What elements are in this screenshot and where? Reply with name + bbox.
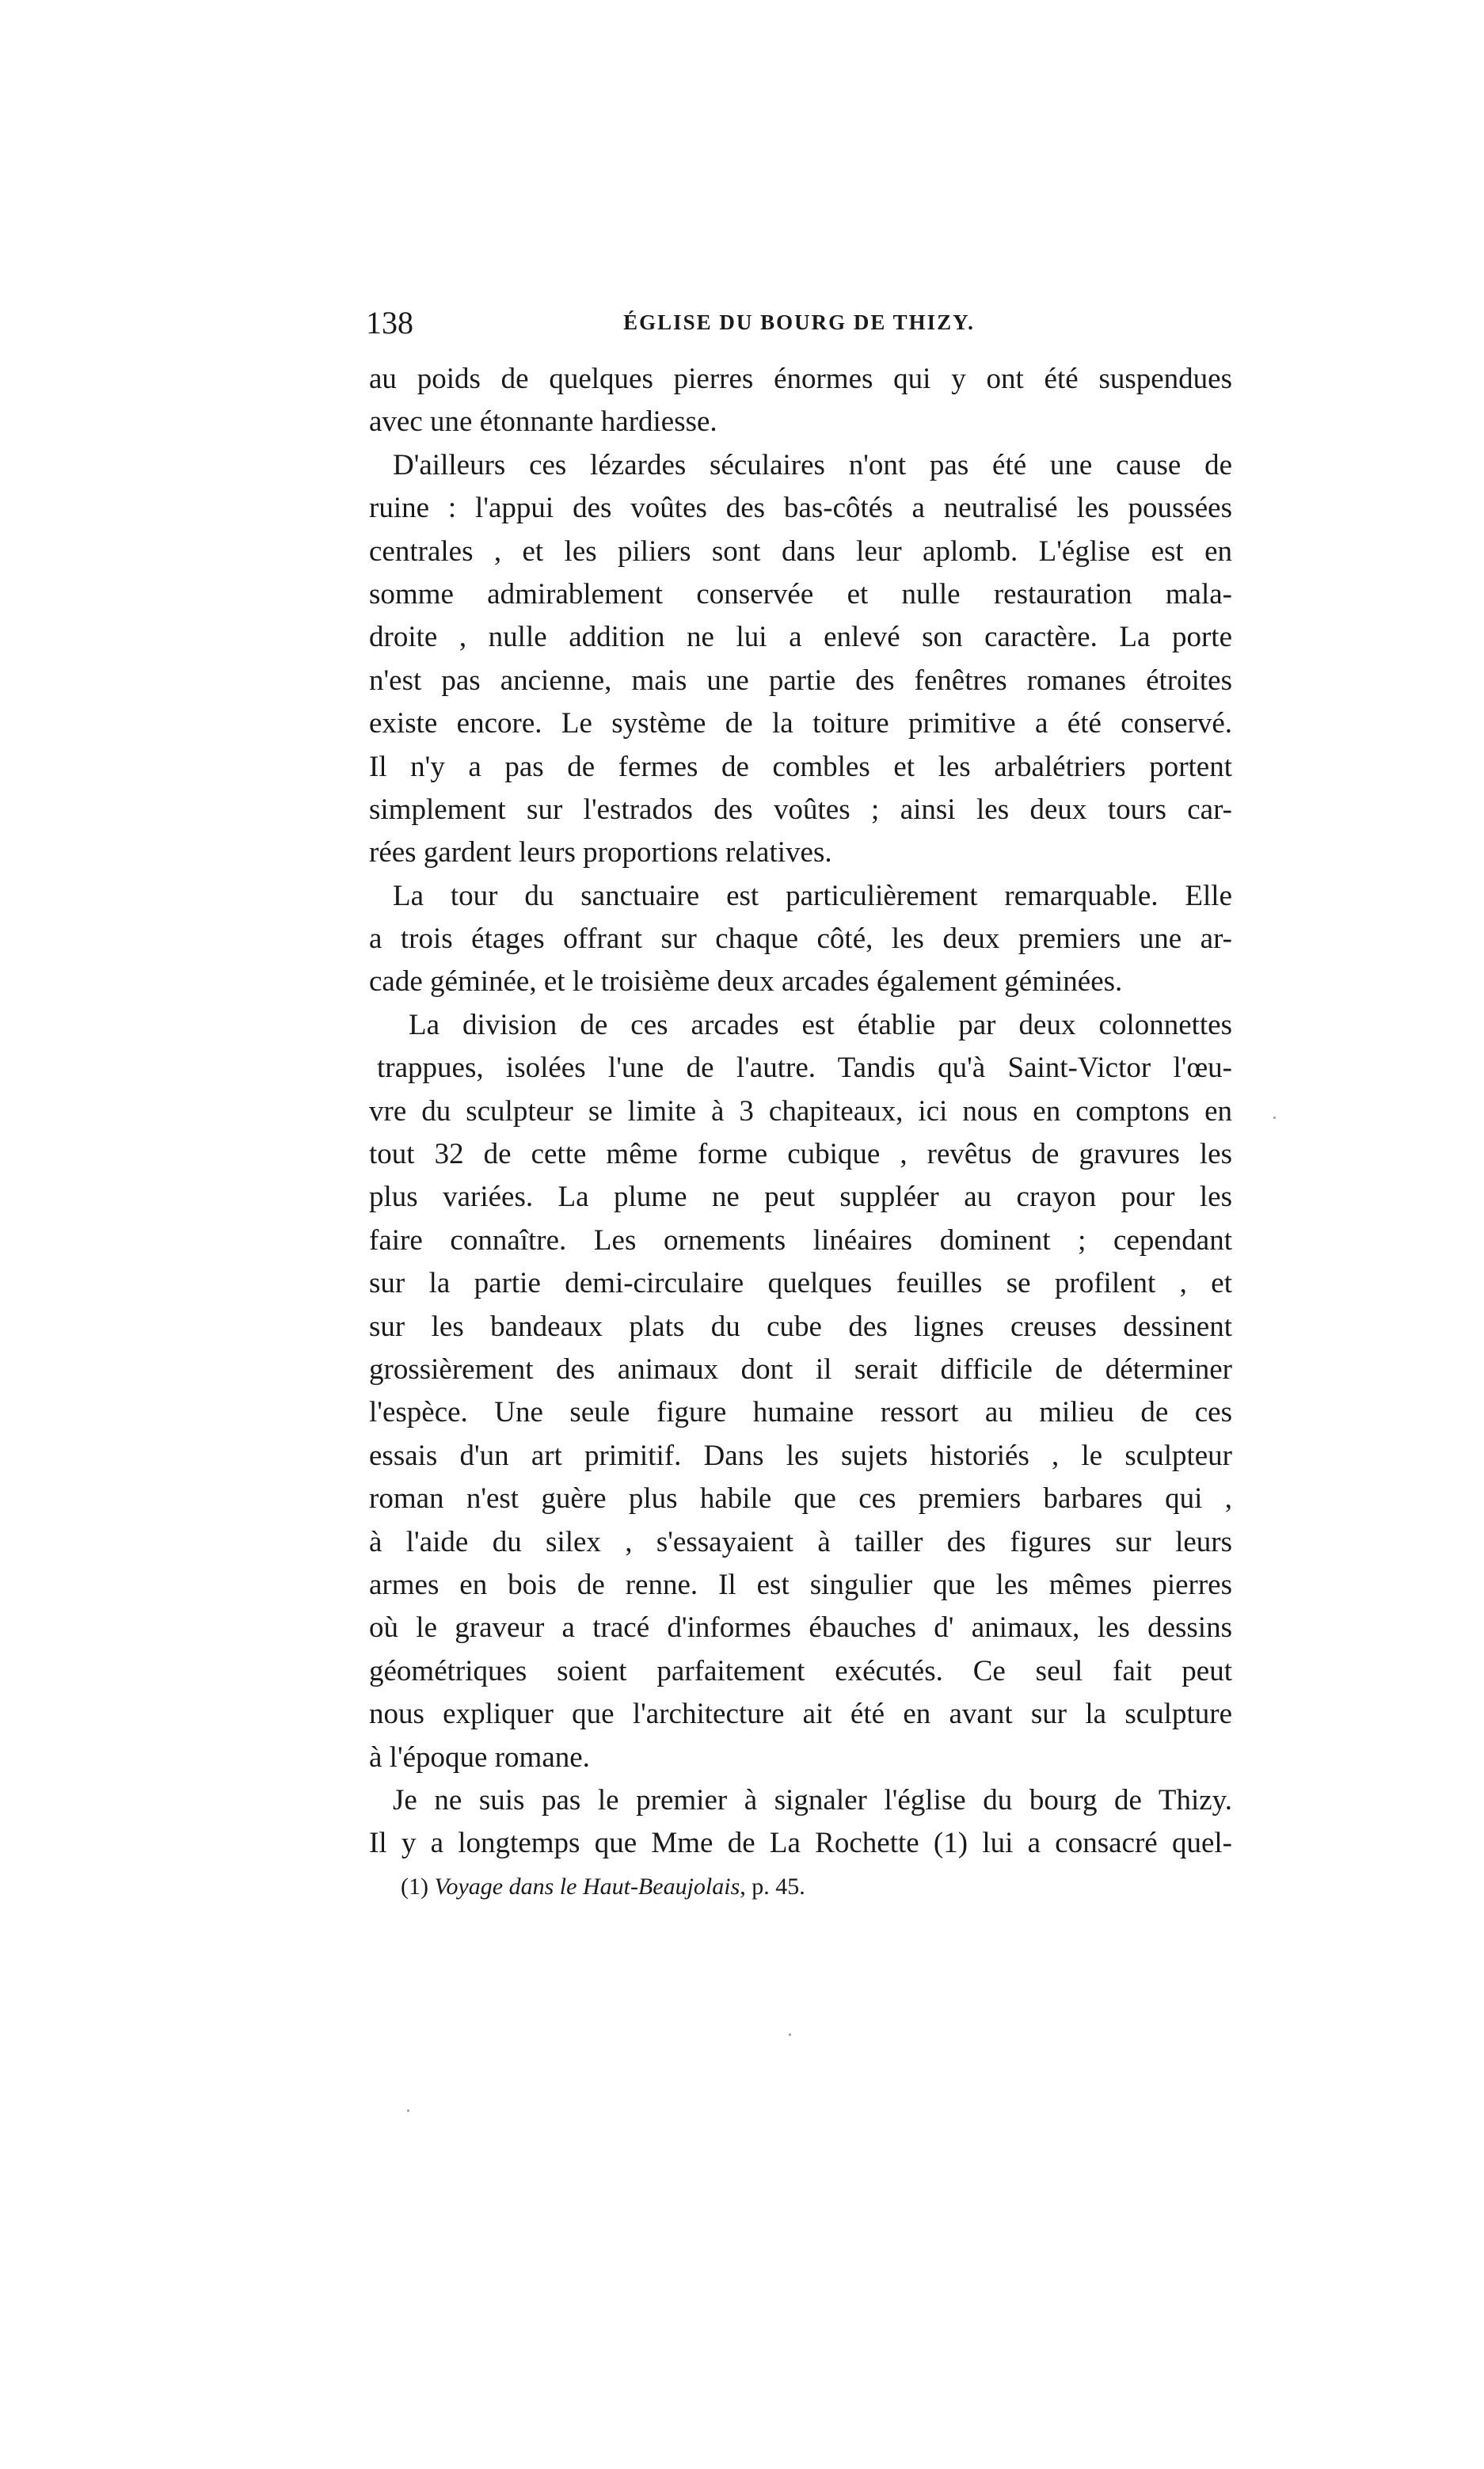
text-line: faire connaître. Les ornements linéaires dominent ; cependant (369, 1223, 1232, 1257)
text-line: D'ailleurs ces lézardes séculaires n'ont pas été une cause de (393, 448, 1232, 481)
text-line: sur la partie demi-circulaire quelques feuilles se profilent , et (369, 1267, 1232, 1300)
text-line: l'espèce. Une seule figure humaine ressort au milieu de ces (369, 1396, 1232, 1429)
text-line: n'est pas ancienne, mais une partie des fenêtres romanes étroites (369, 664, 1232, 697)
body-text (369, 358, 1232, 1866)
text-line: Il n'y a pas de fermes de combles et les arbalétriers portent (369, 750, 1232, 783)
text-line: existe encore. Le système de la toiture primitive a été conservé. (369, 707, 1232, 740)
text-line: trappues, isolées l'une de l'autre. Tandis qu'à Saint-Victor l'œu- (377, 1052, 1232, 1085)
text-line: somme admirablement conservée et nulle restauration mala- (369, 577, 1232, 611)
footnote-page: , p. 45. (740, 1874, 805, 1900)
text-line: rées gardent leurs proportions relatives. (369, 836, 832, 869)
speck (1273, 1117, 1276, 1119)
text-line: La division de ces arcades est établie par deux colonnettes (409, 1008, 1232, 1041)
text-line: vre du sculpteur se limite à 3 chapiteaux, ici nous en comptons en (369, 1094, 1232, 1128)
footnote-title: Voyage dans le Haut-Beaujolais (434, 1874, 740, 1900)
text-line: nous expliquer que l'architecture ait été en avant sur la sculpture (369, 1698, 1232, 1731)
page-number: 138 (366, 305, 413, 340)
running-title: ÉGLISE DU BOURG DE THIZY. (623, 310, 975, 334)
text-line: armes en bois de renne. Il est singulier que les mêmes pierres (369, 1568, 1232, 1601)
footnote (401, 1874, 805, 1900)
text-line: Je ne suis pas le premier à signaler l'église du bourg de Thizy. (393, 1783, 1232, 1817)
running-header (366, 304, 1232, 344)
text-line: géométriques soient parfaitement exécutés. Ce seul fait peut (369, 1654, 1232, 1687)
text-line: à l'époque romane. (369, 1740, 590, 1774)
text-line: à l'aide du silex , s'essayaient à tailler des figures sur leurs (369, 1525, 1232, 1558)
text-line: droite , nulle addition ne lui a enlevé son caractère. La porte (369, 621, 1232, 654)
speck (407, 2109, 409, 2112)
text-line: avec une étonnante hardiesse. (369, 405, 717, 439)
footnote-marker: (1) (401, 1874, 435, 1900)
text-line: cade géminée, et le troisième deux arcades également géminées. (369, 965, 1123, 999)
text-line: plus variées. La plume ne peut suppléer au crayon pour les (369, 1181, 1232, 1214)
text-line: au poids de quelques pierres énormes qui y ont été suspendues (369, 363, 1232, 395)
text-line: simplement sur l'estrados des voûtes ; ainsi les deux tours car- (369, 793, 1232, 826)
text-line: a trois étages offrant sur chaque côté, les deux premiers une ar- (369, 923, 1232, 956)
text-line: Il y a longtemps que Mme de La Rochette (1) lui a consacré quel- (369, 1827, 1232, 1860)
text-line: essais d'un art primitif. Dans les sujets historiés , le sculpteur (369, 1439, 1232, 1472)
text-line: ruine : l'appui des voûtes des bas-côtés a neutralisé les poussées (369, 492, 1232, 525)
text-line: roman n'est guère plus habile que ces premiers barbares qui , (369, 1482, 1232, 1516)
text-line: tout 32 de cette même forme cubique , revêtus de gravures les (369, 1138, 1232, 1171)
text-line: où le graveur a tracé d'informes ébauches d' animaux, les dessins (369, 1611, 1232, 1645)
text-line: grossièrement des animaux dont il serait difficile de déterminer (369, 1352, 1232, 1386)
text-line: La tour du sanctuaire est particulièrement remarquable. Elle (393, 879, 1232, 912)
speck (789, 2033, 791, 2036)
text-line: sur les bandeaux plats du cube des lignes creuses dessinent (369, 1310, 1232, 1343)
text-line: centrales , et les piliers sont dans leur aplomb. L'église est en (369, 535, 1232, 568)
